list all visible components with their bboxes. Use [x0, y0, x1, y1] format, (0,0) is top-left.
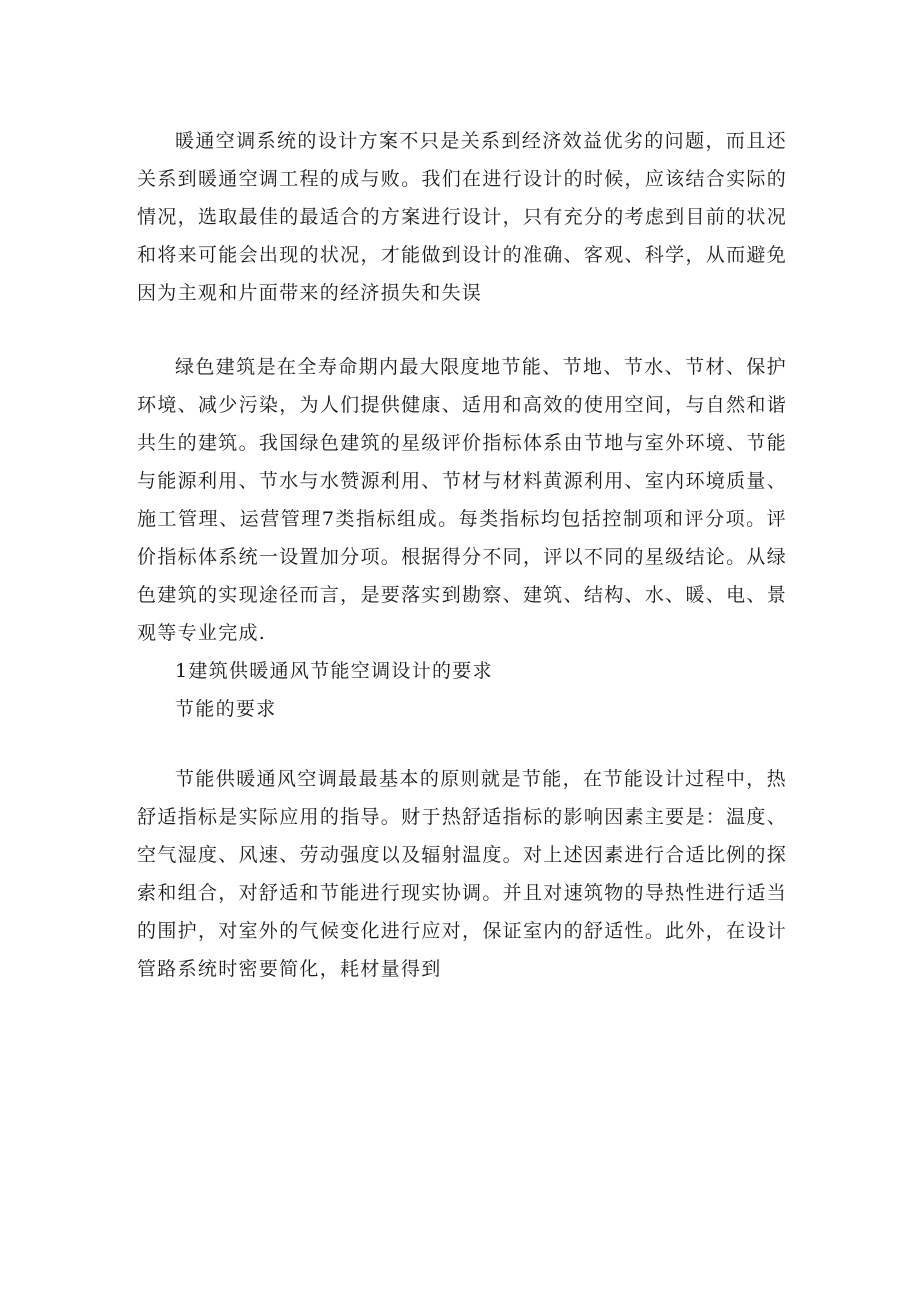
section-heading: 1建筑供暖通风节能空调设计的要求 [175, 660, 493, 682]
paragraph-energy-saving: 节能供暖通风空调最最基本的原则就是节能，在节能设计过程中，热舒适指标是实际应用的指导。财于热舒适指标的影响因素主要是：温度、空气湿度、风速、劳动强度以及辐射温度。对上述因素进行合适比例的探索和组合，对舒适和节能进行现实协调。并且对速筑物的导热性进行适当的围护，对室外的气候变化进行应对，保证室内的舒适性。此外，在设计管路系统时密要简化，耗材量得到 [137, 768, 787, 980]
document-body [137, 122, 787, 988]
paragraph-hvac-design: 暖通空调系统的设计方案不只是关系到经济效益优劣的问题，而且还关系到暖通空调工程的成与败。我们在进行设计的时候，应该结合实际的情况，选取最佳的最适合的方案进行设计，只有充分的考虑到目前的状况和将来可能会出现的状况，才能做到设计的准确、客观、科学，从而避免因为主观和片面带来的经济损失和失误 [137, 130, 787, 304]
subsection-heading: 节能的要求 [175, 698, 277, 720]
paragraph-green-building: 绿色建筑是在全寿命期内最大限度地节能、节地、节水、节材、保护环境、减少污染，为人们提供健康、适用和高效的使用空间，与自然和谐共生的建筑。我国绿色建筑的星级评价指标体系由节地与室外环境、节能与能源利用、节水与水赞源利用、节材与材料黄源利用、室内环境质量、施工管理、运营管理7类指标组成。每类指标均包括控制项和评分项。评价指标体系统一设置加分项。根据得分不同，评以不同的星级结论。从绿色建筑的实现途径而言，是要落实到勘察、建筑、结构、水、暖、电、景观等专业完成. [137, 356, 787, 644]
